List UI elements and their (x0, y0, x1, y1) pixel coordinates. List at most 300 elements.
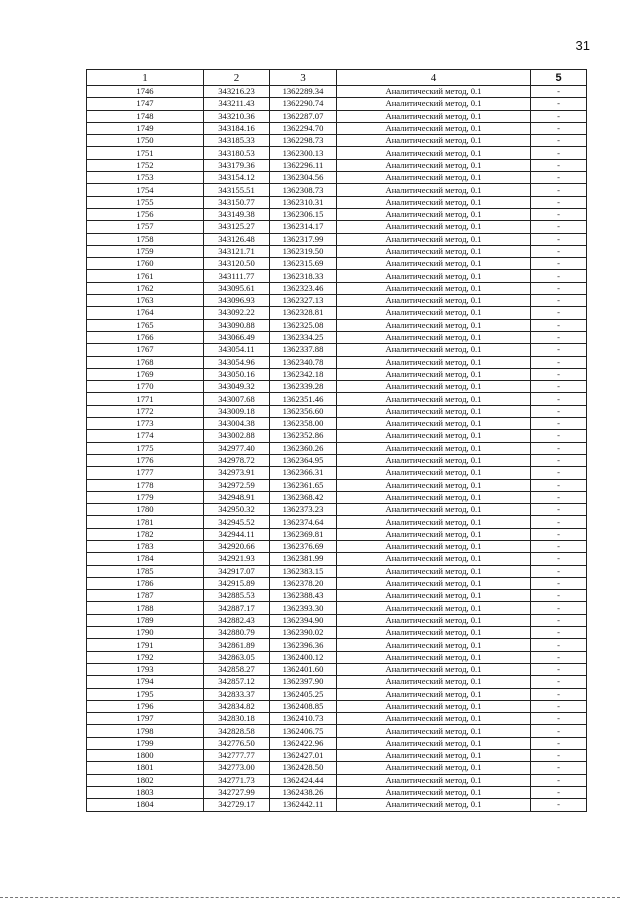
method-cell: Аналитический метод, 0.1 (337, 405, 531, 417)
x-coordinate-cell: 342973.91 (204, 467, 270, 479)
x-coordinate-cell: 343095.61 (204, 282, 270, 294)
x-coordinate-cell: 343066.49 (204, 331, 270, 343)
y-coordinate-cell: 1362394.90 (270, 614, 337, 626)
x-coordinate-cell: 343004.38 (204, 418, 270, 430)
table-row (87, 737, 587, 749)
column-5-cell: - (531, 762, 587, 774)
x-coordinate-cell: 343049.32 (204, 381, 270, 393)
point-number-cell: 1794 (87, 676, 204, 688)
point-number-cell: 1777 (87, 467, 204, 479)
table-row (87, 233, 587, 245)
y-coordinate-cell: 1362328.81 (270, 307, 337, 319)
method-cell: Аналитический метод, 0.1 (337, 725, 531, 737)
x-coordinate-cell: 342950.32 (204, 504, 270, 516)
column-5-cell: - (531, 651, 587, 663)
y-coordinate-cell: 1362296.11 (270, 159, 337, 171)
method-cell: Аналитический метод, 0.1 (337, 528, 531, 540)
column-5-cell: - (531, 393, 587, 405)
method-cell: Аналитический метод, 0.1 (337, 627, 531, 639)
table-row (87, 319, 587, 331)
y-coordinate-cell: 1362340.78 (270, 356, 337, 368)
point-number-cell: 1750 (87, 135, 204, 147)
x-coordinate-cell: 343216.23 (204, 86, 270, 98)
column-5-cell: - (531, 196, 587, 208)
point-number-cell: 1746 (87, 86, 204, 98)
table-row (87, 799, 587, 811)
y-coordinate-cell: 1362381.99 (270, 553, 337, 565)
table-row (87, 467, 587, 479)
point-number-cell: 1757 (87, 221, 204, 233)
table-row (87, 676, 587, 688)
table-row (87, 110, 587, 122)
column-5-cell: - (531, 319, 587, 331)
column-5-cell: - (531, 774, 587, 786)
point-number-cell: 1783 (87, 540, 204, 552)
y-coordinate-cell: 1362294.70 (270, 122, 337, 134)
y-coordinate-cell: 1362342.18 (270, 368, 337, 380)
point-number-cell: 1792 (87, 651, 204, 663)
point-number-cell: 1767 (87, 344, 204, 356)
x-coordinate-cell: 342885.53 (204, 590, 270, 602)
point-number-cell: 1802 (87, 774, 204, 786)
y-coordinate-cell: 1362356.60 (270, 405, 337, 417)
y-coordinate-cell: 1362310.31 (270, 196, 337, 208)
y-coordinate-cell: 1362314.17 (270, 221, 337, 233)
column-header-x: 2 (204, 70, 270, 86)
method-cell: Аналитический метод, 0.1 (337, 614, 531, 626)
point-number-cell: 1756 (87, 208, 204, 220)
y-coordinate-cell: 1362290.74 (270, 98, 337, 110)
method-cell: Аналитический метод, 0.1 (337, 590, 531, 602)
x-coordinate-cell: 342828.58 (204, 725, 270, 737)
y-coordinate-cell: 1362339.28 (270, 381, 337, 393)
x-coordinate-cell: 342917.07 (204, 565, 270, 577)
x-coordinate-cell: 343054.11 (204, 344, 270, 356)
point-number-cell: 1755 (87, 196, 204, 208)
point-number-cell: 1775 (87, 442, 204, 454)
method-cell: Аналитический метод, 0.1 (337, 122, 531, 134)
y-coordinate-cell: 1362374.64 (270, 516, 337, 528)
method-cell: Аналитический метод, 0.1 (337, 602, 531, 614)
column-5-cell: - (531, 172, 587, 184)
y-coordinate-cell: 1362393.30 (270, 602, 337, 614)
column-5-cell: - (531, 184, 587, 196)
point-number-cell: 1752 (87, 159, 204, 171)
table-row (87, 663, 587, 675)
point-number-cell: 1758 (87, 233, 204, 245)
point-number-cell: 1771 (87, 393, 204, 405)
method-cell: Аналитический метод, 0.1 (337, 430, 531, 442)
column-5-cell: - (531, 479, 587, 491)
point-number-cell: 1759 (87, 245, 204, 257)
coordinates-table (86, 69, 587, 812)
point-number-cell: 1768 (87, 356, 204, 368)
method-cell: Аналитический метод, 0.1 (337, 393, 531, 405)
x-coordinate-cell: 342777.77 (204, 750, 270, 762)
column-5-cell: - (531, 258, 587, 270)
table-row (87, 479, 587, 491)
column-5-cell: - (531, 381, 587, 393)
method-cell: Аналитический метод, 0.1 (337, 553, 531, 565)
method-cell: Аналитический метод, 0.1 (337, 479, 531, 491)
point-number-cell: 1804 (87, 799, 204, 811)
method-cell: Аналитический метод, 0.1 (337, 713, 531, 725)
point-number-cell: 1788 (87, 602, 204, 614)
point-number-cell: 1793 (87, 663, 204, 675)
column-5-cell: - (531, 799, 587, 811)
x-coordinate-cell: 342882.43 (204, 614, 270, 626)
y-coordinate-cell: 1362378.20 (270, 577, 337, 589)
method-cell: Аналитический метод, 0.1 (337, 135, 531, 147)
column-5-cell: - (531, 725, 587, 737)
y-coordinate-cell: 1362406.75 (270, 725, 337, 737)
method-cell: Аналитический метод, 0.1 (337, 750, 531, 762)
point-number-cell: 1769 (87, 368, 204, 380)
table-row (87, 98, 587, 110)
point-number-cell: 1751 (87, 147, 204, 159)
table-row (87, 454, 587, 466)
table-row (87, 774, 587, 786)
y-coordinate-cell: 1362369.81 (270, 528, 337, 540)
point-number-cell: 1787 (87, 590, 204, 602)
method-cell: Аналитический метод, 0.1 (337, 245, 531, 257)
y-coordinate-cell: 1362337.88 (270, 344, 337, 356)
table-row (87, 565, 587, 577)
y-coordinate-cell: 1362323.46 (270, 282, 337, 294)
point-number-cell: 1773 (87, 418, 204, 430)
column-5-cell: - (531, 454, 587, 466)
table-row (87, 725, 587, 737)
y-coordinate-cell: 1362287.07 (270, 110, 337, 122)
point-number-cell: 1784 (87, 553, 204, 565)
y-coordinate-cell: 1362352.86 (270, 430, 337, 442)
table-row (87, 762, 587, 774)
y-coordinate-cell: 1362428.50 (270, 762, 337, 774)
x-coordinate-cell: 342887.17 (204, 602, 270, 614)
column-5-cell: - (531, 442, 587, 454)
y-coordinate-cell: 1362368.42 (270, 491, 337, 503)
y-coordinate-cell: 1362351.46 (270, 393, 337, 405)
method-cell: Аналитический метод, 0.1 (337, 467, 531, 479)
x-coordinate-cell: 342948.91 (204, 491, 270, 503)
x-coordinate-cell: 343125.27 (204, 221, 270, 233)
point-number-cell: 1778 (87, 479, 204, 491)
column-5-cell: - (531, 565, 587, 577)
table-row (87, 516, 587, 528)
column-5-cell: - (531, 602, 587, 614)
column-5-cell: - (531, 159, 587, 171)
x-coordinate-cell: 343002.88 (204, 430, 270, 442)
x-coordinate-cell: 342944.11 (204, 528, 270, 540)
y-coordinate-cell: 1362376.69 (270, 540, 337, 552)
table-row (87, 577, 587, 589)
point-number-cell: 1754 (87, 184, 204, 196)
x-coordinate-cell: 342945.52 (204, 516, 270, 528)
x-coordinate-cell: 342921.93 (204, 553, 270, 565)
column-5-cell: - (531, 430, 587, 442)
method-cell: Аналитический метод, 0.1 (337, 688, 531, 700)
method-cell: Аналитический метод, 0.1 (337, 319, 531, 331)
point-number-cell: 1772 (87, 405, 204, 417)
point-number-cell: 1781 (87, 516, 204, 528)
column-5-cell: - (531, 750, 587, 762)
y-coordinate-cell: 1362306.15 (270, 208, 337, 220)
x-coordinate-cell: 343154.12 (204, 172, 270, 184)
table-row (87, 700, 587, 712)
method-cell: Аналитический метод, 0.1 (337, 786, 531, 798)
table-row (87, 270, 587, 282)
table-row (87, 750, 587, 762)
y-coordinate-cell: 1362318.33 (270, 270, 337, 282)
table-row (87, 614, 587, 626)
y-coordinate-cell: 1362401.60 (270, 663, 337, 675)
method-cell: Аналитический метод, 0.1 (337, 565, 531, 577)
x-coordinate-cell: 342863.05 (204, 651, 270, 663)
method-cell: Аналитический метод, 0.1 (337, 516, 531, 528)
point-number-cell: 1776 (87, 454, 204, 466)
column-5-cell: - (531, 356, 587, 368)
y-coordinate-cell: 1362319.50 (270, 245, 337, 257)
y-coordinate-cell: 1362327.13 (270, 295, 337, 307)
x-coordinate-cell: 343150.77 (204, 196, 270, 208)
column-5-cell: - (531, 786, 587, 798)
column-5-cell: - (531, 135, 587, 147)
x-coordinate-cell: 343126.48 (204, 233, 270, 245)
point-number-cell: 1770 (87, 381, 204, 393)
method-cell: Аналитический метод, 0.1 (337, 208, 531, 220)
method-cell: Аналитический метод, 0.1 (337, 639, 531, 651)
column-5-cell: - (531, 122, 587, 134)
table-row (87, 590, 587, 602)
column-5-cell: - (531, 307, 587, 319)
point-number-cell: 1785 (87, 565, 204, 577)
x-coordinate-cell: 343054.96 (204, 356, 270, 368)
table-header-row (87, 70, 587, 86)
x-coordinate-cell: 343211.43 (204, 98, 270, 110)
y-coordinate-cell: 1362373.23 (270, 504, 337, 516)
method-cell: Аналитический метод, 0.1 (337, 110, 531, 122)
table-row (87, 393, 587, 405)
column-5-cell: - (531, 295, 587, 307)
y-coordinate-cell: 1362438.26 (270, 786, 337, 798)
y-coordinate-cell: 1362315.69 (270, 258, 337, 270)
column-5-cell: - (531, 418, 587, 430)
column-5-cell: - (531, 639, 587, 651)
column-5-cell: - (531, 737, 587, 749)
point-number-cell: 1796 (87, 700, 204, 712)
table-row (87, 430, 587, 442)
point-number-cell: 1800 (87, 750, 204, 762)
table-row (87, 122, 587, 134)
table-row (87, 86, 587, 98)
method-cell: Аналитический метод, 0.1 (337, 540, 531, 552)
x-coordinate-cell: 343155.51 (204, 184, 270, 196)
method-cell: Аналитический метод, 0.1 (337, 504, 531, 516)
point-number-cell: 1801 (87, 762, 204, 774)
table-row (87, 245, 587, 257)
x-coordinate-cell: 343184.16 (204, 122, 270, 134)
x-coordinate-cell: 343111.77 (204, 270, 270, 282)
table-row (87, 159, 587, 171)
table-row (87, 504, 587, 516)
method-cell: Аналитический метод, 0.1 (337, 172, 531, 184)
table-row (87, 491, 587, 503)
point-number-cell: 1763 (87, 295, 204, 307)
method-cell: Аналитический метод, 0.1 (337, 762, 531, 774)
table-row (87, 713, 587, 725)
x-coordinate-cell: 343210.36 (204, 110, 270, 122)
method-cell: Аналитический метод, 0.1 (337, 86, 531, 98)
y-coordinate-cell: 1362397.90 (270, 676, 337, 688)
column-5-cell: - (531, 528, 587, 540)
x-coordinate-cell: 342833.37 (204, 688, 270, 700)
table-row (87, 258, 587, 270)
point-number-cell: 1798 (87, 725, 204, 737)
method-cell: Аналитический метод, 0.1 (337, 196, 531, 208)
x-coordinate-cell: 343120.50 (204, 258, 270, 270)
x-coordinate-cell: 342880.79 (204, 627, 270, 639)
point-number-cell: 1799 (87, 737, 204, 749)
x-coordinate-cell: 342771.73 (204, 774, 270, 786)
point-number-cell: 1762 (87, 282, 204, 294)
table-row (87, 196, 587, 208)
y-coordinate-cell: 1362388.43 (270, 590, 337, 602)
point-number-cell: 1753 (87, 172, 204, 184)
x-coordinate-cell: 342857.12 (204, 676, 270, 688)
x-coordinate-cell: 342727.99 (204, 786, 270, 798)
x-coordinate-cell: 343007.68 (204, 393, 270, 405)
method-cell: Аналитический метод, 0.1 (337, 258, 531, 270)
x-coordinate-cell: 342729.17 (204, 799, 270, 811)
method-cell: Аналитический метод, 0.1 (337, 651, 531, 663)
x-coordinate-cell: 342920.66 (204, 540, 270, 552)
column-5-cell: - (531, 270, 587, 282)
x-coordinate-cell: 342834.82 (204, 700, 270, 712)
method-cell: Аналитический метод, 0.1 (337, 577, 531, 589)
column-5-cell: - (531, 467, 587, 479)
table-row (87, 602, 587, 614)
point-number-cell: 1790 (87, 627, 204, 639)
column-5-cell: - (531, 700, 587, 712)
column-5-cell: - (531, 405, 587, 417)
x-coordinate-cell: 343092.22 (204, 307, 270, 319)
point-number-cell: 1780 (87, 504, 204, 516)
column-5-cell: - (531, 368, 587, 380)
column-5-cell: - (531, 553, 587, 565)
method-cell: Аналитический метод, 0.1 (337, 491, 531, 503)
x-coordinate-cell: 342972.59 (204, 479, 270, 491)
method-cell: Аналитический метод, 0.1 (337, 737, 531, 749)
table-row (87, 528, 587, 540)
column-header-y: 3 (270, 70, 337, 86)
table-row (87, 651, 587, 663)
x-coordinate-cell: 343180.53 (204, 147, 270, 159)
table-row (87, 627, 587, 639)
y-coordinate-cell: 1362396.36 (270, 639, 337, 651)
point-number-cell: 1774 (87, 430, 204, 442)
y-coordinate-cell: 1362361.65 (270, 479, 337, 491)
method-cell: Аналитический метод, 0.1 (337, 454, 531, 466)
method-cell: Аналитический метод, 0.1 (337, 147, 531, 159)
method-cell: Аналитический метод, 0.1 (337, 295, 531, 307)
column-5-cell: - (531, 577, 587, 589)
table-row (87, 553, 587, 565)
page-number: 31 (575, 38, 590, 53)
table-row (87, 405, 587, 417)
x-coordinate-cell: 342915.89 (204, 577, 270, 589)
column-5-cell: - (531, 614, 587, 626)
method-cell: Аналитический метод, 0.1 (337, 700, 531, 712)
y-coordinate-cell: 1362408.85 (270, 700, 337, 712)
column-header-point-number: 1 (87, 70, 204, 86)
method-cell: Аналитический метод, 0.1 (337, 368, 531, 380)
y-coordinate-cell: 1362410.73 (270, 713, 337, 725)
column-5-cell: - (531, 208, 587, 220)
y-coordinate-cell: 1362358.00 (270, 418, 337, 430)
method-cell: Аналитический метод, 0.1 (337, 799, 531, 811)
x-coordinate-cell: 342773.00 (204, 762, 270, 774)
method-cell: Аналитический метод, 0.1 (337, 356, 531, 368)
table-row (87, 147, 587, 159)
column-5-cell: - (531, 688, 587, 700)
method-cell: Аналитический метод, 0.1 (337, 442, 531, 454)
table-row (87, 418, 587, 430)
method-cell: Аналитический метод, 0.1 (337, 221, 531, 233)
point-number-cell: 1797 (87, 713, 204, 725)
column-5-cell: - (531, 344, 587, 356)
method-cell: Аналитический метод, 0.1 (337, 663, 531, 675)
column-5-cell: - (531, 245, 587, 257)
y-coordinate-cell: 1362364.95 (270, 454, 337, 466)
column-5-cell: - (531, 504, 587, 516)
x-coordinate-cell: 343096.93 (204, 295, 270, 307)
x-coordinate-cell: 343050.16 (204, 368, 270, 380)
y-coordinate-cell: 1362304.56 (270, 172, 337, 184)
y-coordinate-cell: 1362427.01 (270, 750, 337, 762)
point-number-cell: 1764 (87, 307, 204, 319)
y-coordinate-cell: 1362308.73 (270, 184, 337, 196)
column-5-cell: - (531, 147, 587, 159)
y-coordinate-cell: 1362424.44 (270, 774, 337, 786)
table-row (87, 344, 587, 356)
table-row (87, 307, 587, 319)
point-number-cell: 1749 (87, 122, 204, 134)
x-coordinate-cell: 343149.38 (204, 208, 270, 220)
point-number-cell: 1761 (87, 270, 204, 282)
table-body (87, 86, 587, 812)
point-number-cell: 1782 (87, 528, 204, 540)
x-coordinate-cell: 342861.89 (204, 639, 270, 651)
table-row (87, 356, 587, 368)
method-cell: Аналитический метод, 0.1 (337, 184, 531, 196)
y-coordinate-cell: 1362317.99 (270, 233, 337, 245)
point-number-cell: 1748 (87, 110, 204, 122)
column-5-cell: - (531, 86, 587, 98)
table-row (87, 442, 587, 454)
column-5-cell: - (531, 331, 587, 343)
point-number-cell: 1789 (87, 614, 204, 626)
x-coordinate-cell: 343121.71 (204, 245, 270, 257)
x-coordinate-cell: 343185.33 (204, 135, 270, 147)
method-cell: Аналитический метод, 0.1 (337, 331, 531, 343)
x-coordinate-cell: 342830.18 (204, 713, 270, 725)
table-row (87, 540, 587, 552)
table-row (87, 221, 587, 233)
column-5-cell: - (531, 491, 587, 503)
point-number-cell: 1760 (87, 258, 204, 270)
column-5-cell: - (531, 233, 587, 245)
y-coordinate-cell: 1362366.31 (270, 467, 337, 479)
